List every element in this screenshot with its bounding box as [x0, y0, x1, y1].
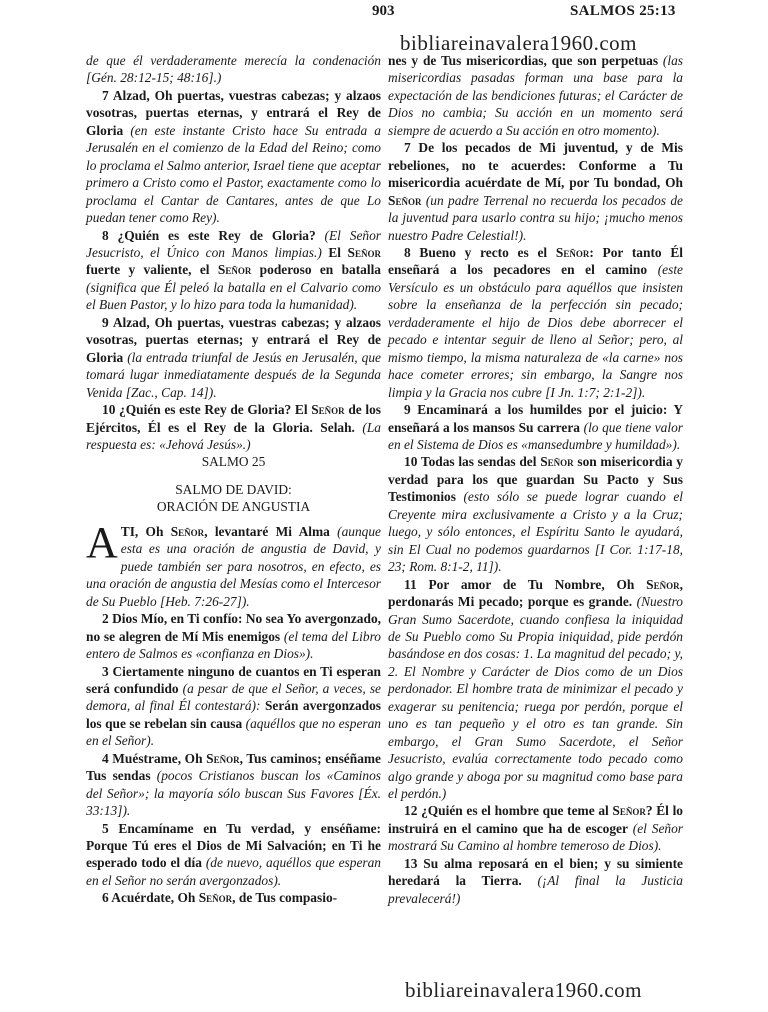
- verse-text: poderoso en batalla: [259, 262, 381, 278]
- commentary: (significa que Él peleó la batalla en el Calvario como el Buen Pastor, y lo hizo para toda la humanidad).: [86, 279, 381, 313]
- verse-text: 10 Todas las sendas del: [404, 454, 537, 470]
- commentary: (en este instante Cristo hace Su entrada a Jerusalén en el comienzo de la Edad del Reino; como lo proclama el Salmo anterior, Israel tiene que aceptar primero a Cristo como el Pastor, exactamente como lo proclama el Cantar de Cantares, antes de que Lo puedan tener como Rey).: [86, 122, 381, 226]
- psalm-subtitle-line: ORACIÓN DE ANGUSTIA: [156, 498, 311, 514]
- commentary: (la entrada triunfal de Jesús en Jerusalén, que tomará lugar inmediatamente después de la Segunda Venida [Zac., Cap. 14]).: [86, 349, 381, 400]
- verse-text: nes y de Tus misericordias, que son perpetuas: [388, 53, 659, 68]
- commentary: (el Señor mostrará Su Camino al hombre temeroso de Dios).: [388, 820, 683, 854]
- verse-text: 10 ¿Quién es este Rey de Gloria? El: [102, 402, 308, 418]
- verse-1: [86, 517, 381, 610]
- verse-text: 6 Acuérdate, Oh: [102, 890, 196, 906]
- lord-smallcaps: Señor: [388, 192, 422, 208]
- verse-text: : Por tanto Él enseñará a los pecadores en el camino: [388, 244, 683, 278]
- verse-text: TI, Oh: [120, 523, 164, 539]
- commentary: (de nuevo, aquéllos que esperan en el Señor no serán avergonzados).: [86, 855, 381, 888]
- verse-11: [388, 576, 683, 803]
- verse-text: 9 Alzad, Oh puertas, vuestras cabezas; y alzaos vosotras, puertas eternas; y entrará el Rey de Gloria: [86, 314, 381, 365]
- verse-9: [86, 314, 381, 401]
- verse-text: 8 Bueno y recto es el: [404, 244, 548, 260]
- commentary: (a pesar de que el Señor, a veces, se demora, al final Él contestará):: [86, 680, 381, 714]
- commentary: (este Versículo es un obstáculo para aquéllos que insisten sobre la enseñanza de la perfección sin pecado; verdaderamente el hijo de Dios debe aborrecer el pecado e intentar seguir de lleno al Señor; pero, al mismo tiempo, la misma naturaleza de «la carne» nos hace cometer errores; sin embargo, la Sangre nos limpia y la Gracia nos cubre [I Jn. 1:7; 2:1-2]).: [388, 262, 683, 400]
- commentary: (Nuestro Gran Sumo Sacerdote, cuando confiesa la iniquidad de Su Pueblo como Su Propia iniquidad, pide perdón basándose en dos cosas: 1. La magnitud del pecado; y, 2. El Nombre y Carácter de Dios como de un Dios perdonador. El hombre trata de minimizar el pecado y exagerar su penitencia; ruega por perdón, porque el uno es tan pequeño y el otro es tan grande. Sin embargo, el Gran Sumo Sacerdote, el Señor Jesucristo, evalúa correctamente todo pecado como algo grande y aboga por su magnitud como base para el perdón.): [388, 594, 683, 802]
- verse-3: [86, 663, 381, 750]
- verse-6: [86, 889, 381, 906]
- psalm-subtitle-line: SALMO DE DAVID:: [175, 481, 292, 497]
- verse-10: [86, 401, 381, 453]
- verse-text: de los Ejércitos, Él es el Rey de la Gloria. Selah.: [86, 402, 381, 435]
- verse-text: 2 Dios Mío, en Ti confío: No sea Yo avergonzado, no se alegren de Mí Mis enemigos: [86, 611, 381, 644]
- verse-5: [86, 820, 381, 890]
- lord-smallcaps: Señor: [206, 750, 240, 766]
- verse-text: 4 Muéstrame, Oh: [102, 750, 203, 766]
- verse-text: son misericordia y verdad para los que guardan Su Pacto y Sus Testimonios: [388, 454, 683, 505]
- lord-smallcaps: Señor: [540, 454, 574, 470]
- commentary: (las misericordias pasadas forman una base para la expectación de las bendiciones futuras; el Carácter de Dios no cambia; Su acción en un momento será siempre de acuerdo a Su acción en otro momento).: [388, 53, 683, 138]
- verse-text: 12 ¿Quién es el hombre que teme al: [404, 803, 609, 819]
- commentary: (el tema del Libro entero de Salmos es «confianza en Dios»).: [86, 628, 381, 662]
- verse-13: [388, 855, 683, 907]
- commentary: (aquéllos que no esperan en el Señor).: [86, 715, 381, 749]
- verse-text: Serán avergonzados los que se rebelan sin causa: [86, 698, 382, 731]
- verse-text: 9 Encaminará a los humildes por el juicio: Y enseñará a los mansos Su carrera: [388, 402, 683, 435]
- right-column: [388, 52, 683, 907]
- verse-text: , de Tus compasio-: [232, 890, 338, 906]
- verse-text: , Tus caminos; enséñame Tus sendas: [86, 750, 381, 784]
- commentary: (lo que tiene valor en el Sistema de Dios es «mansedumbre y humildad»).: [388, 419, 683, 452]
- lord-smallcaps: Señor: [170, 523, 205, 539]
- lord-smallcaps: Señor: [347, 244, 381, 260]
- lord-smallcaps: Señor: [217, 262, 252, 278]
- verse-2: [86, 610, 381, 662]
- lord-smallcaps: Señor: [612, 803, 646, 819]
- commentary: (La respuesta es: «Jehová Jesús».): [86, 419, 381, 452]
- verse-4: [86, 750, 381, 820]
- lord-smallcaps: Señor: [646, 576, 680, 592]
- verse-10: [388, 453, 683, 575]
- commentary: (El Señor Jesucristo, el Único con Manos limpias.): [86, 227, 381, 260]
- commentary: (esto sólo se puede lograr cuando el Creyente mira exclusivamente a Cristo y a la Cruz; luego, y sólo entonces, el Espíritu Santo le ayudará, sin El Cual no podemos guardarnos [I Cor. 1:17-18, 23; Rom. 8:1-2, 11]).: [388, 489, 683, 575]
- commentary: (pocos Cristianos buscan los «Caminos del Señor»; la mayoría sólo buscan Sus Favores [Éx. 33:13]).: [86, 768, 381, 819]
- verse-text: 7 Alzad, Oh puertas, vuestras cabezas; y alzaos vosotras, puertas eternas, y entrará el Rey de Gloria: [86, 87, 381, 138]
- commentary: de que él verdaderamente merecía la condenación [Gén. 28:12-15; 48:16].): [86, 53, 381, 86]
- verse-8: [86, 227, 381, 314]
- commentary: (aunque esta es una oración de angustia de David, y puede también ser para nosotros, en efecto, es una oración de angustia del Mesías como el Intercesor de Su Pueblo [Heb. 7:26-27]).: [86, 523, 381, 609]
- page-number: 903: [372, 3, 395, 19]
- lord-smallcaps: Señor: [311, 402, 345, 418]
- commentary: (un padre Terrenal no recuerda los pecados de la juventud para usarlo contra su hijo; ¡mucho menos nuestro Padre Celestial!).: [388, 192, 683, 243]
- verse-9: [388, 401, 683, 453]
- page-header: [0, 0, 768, 60]
- verse-text: El: [328, 244, 341, 260]
- verse-text: 7 De los pecados de Mi juventud, y de Mis rebeliones, no te acuerdes: Conforme a Tu misericordia acuérdate de Mí, por Tu bondad, Oh: [388, 140, 683, 191]
- verse-text: , levantaré Mi Alma: [204, 523, 330, 539]
- verse-text: 8 ¿Quién es este Rey de Gloria?: [102, 227, 316, 243]
- verse-text: ? Él lo instruirá en el camino que ha de escoger: [388, 803, 683, 836]
- verse-12: [388, 802, 683, 854]
- lord-smallcaps: Señor: [555, 244, 590, 260]
- verse-text: 13 Su alma reposará en el bien; y su simiente heredará la Tierra.: [388, 855, 683, 889]
- verse-8: [388, 244, 683, 401]
- verse-text: , perdonarás Mi pecado; porque es grande.: [388, 576, 683, 610]
- commentary: (¡Al final la Justicia prevalecerá!): [388, 873, 683, 906]
- running-head: SALMOS 25:13: [570, 3, 676, 19]
- verse-text: fuerte y valiente, el: [86, 262, 210, 278]
- verse-text: 5 Encamíname en Tu verdad, y enséñame: Porque Tú eres el Dios de Mi Salvación; en Ti he esperado todo el día: [86, 820, 381, 871]
- left-column: [86, 52, 381, 907]
- verse-7: [86, 87, 381, 227]
- drop-cap: A: [86, 517, 118, 567]
- psalm-subtitle: [86, 481, 381, 515]
- verse-6-continued: [388, 52, 683, 139]
- psalm-title: SALMO 25: [201, 454, 266, 470]
- verse-7: [388, 139, 683, 244]
- paragraph: [86, 52, 381, 87]
- watermark-top: bibliareinavalera1960.com: [400, 31, 637, 55]
- verse-text: 3 Ciertamente ninguno de cuantos en Ti esperan será confundido: [86, 663, 381, 696]
- lord-smallcaps: Señor: [198, 890, 233, 906]
- verse-text: 11 Por amor de Tu Nombre, Oh: [404, 576, 635, 592]
- watermark-bottom: bibliareinavalera1960.com: [405, 978, 642, 1002]
